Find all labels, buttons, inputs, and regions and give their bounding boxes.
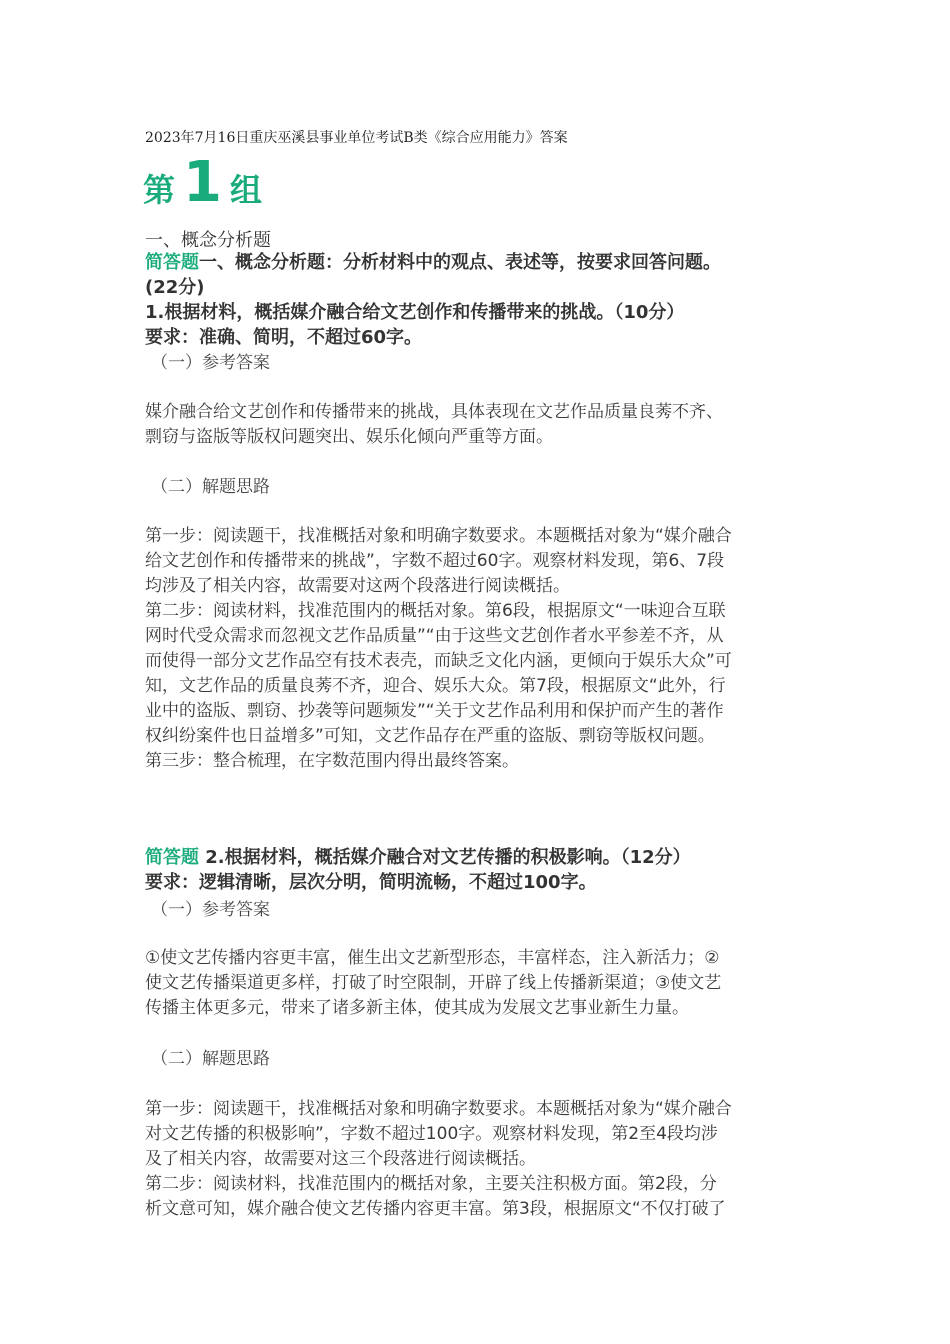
question-1-title: 1.根据材料，概括媒介融合给文艺创作和传播带来的挑战。（10分） bbox=[145, 302, 685, 323]
document-title: 2023年7月16日重庆巫溪县事业单位考试B类《综合应用能力》答案 bbox=[145, 130, 568, 146]
question-2-answer-label: （一）参考答案 bbox=[151, 900, 270, 920]
group-heading-number: 1 bbox=[183, 150, 222, 215]
thinking-line: 网时代受众需求而忽视文艺作品质量”“由于这些文艺创作者水平参差不齐，从 bbox=[145, 626, 724, 646]
question-2-requirement: 要求：逻辑清晰，层次分明，简明流畅，不超过100字。 bbox=[145, 872, 597, 893]
group-heading-suffix: 组 bbox=[229, 171, 262, 209]
thinking-line: 析文意可知，媒介融合使文艺传播内容更丰富。第3段，根据原文“不仅打破了 bbox=[145, 1199, 726, 1219]
question-intro bbox=[145, 250, 815, 275]
question-2-block bbox=[145, 845, 815, 895]
answer-line: 使文艺传播渠道更多样，打破了时空限制，开辟了线上传播新渠道；③使文艺 bbox=[145, 973, 722, 993]
question-2-title: 2.根据材料，概括媒介融合对文艺传播的积极影响。（12分） bbox=[199, 847, 691, 868]
answer-line: 传播主体更多元，带来了诸多新主体，使其成为发展文艺事业新生力量。 bbox=[145, 998, 689, 1018]
thinking-line: 第一步：阅读题干，找准概括对象和明确字数要求。本题概括对象为“媒介融合 bbox=[145, 526, 732, 546]
thinking-line: 而使得一部分文艺作品空有技术表壳，而缺乏文化内涵，更倾向于娱乐大众”可 bbox=[145, 651, 732, 671]
question-1-block bbox=[145, 250, 815, 350]
thinking-line: 对文艺传播的积极影响”，字数不超过100字。观察材料发现，第2至4段均涉 bbox=[145, 1124, 718, 1144]
thinking-line: 权纠纷案件也日益增多”可知，文艺作品存在严重的盗版、剽窃等版权问题。 bbox=[145, 726, 715, 746]
answer-line: 媒介融合给文艺创作和传播带来的挑战，具体表现在文艺作品质量良莠不齐、 bbox=[145, 402, 723, 422]
question-type-tag: 简答题 bbox=[145, 252, 199, 273]
question-2-title-line bbox=[145, 845, 815, 870]
answer-line: 剽窃与盗版等版权问题突出、娱乐化倾向严重等方面。 bbox=[145, 427, 553, 447]
thinking-line: 知，文艺作品的质量良莠不齐，迎合、娱乐大众。第7段，根据原文“此外，行 bbox=[145, 676, 726, 696]
answer-line: ①使文艺传播内容更丰富，催生出文艺新型形态，丰富样态，注入新活力；② bbox=[145, 948, 720, 968]
question-1-answer-label: （一）参考答案 bbox=[151, 353, 270, 373]
group-heading bbox=[143, 150, 262, 215]
question-1-answer bbox=[145, 400, 815, 450]
question-2-thinking-label: （二）解题思路 bbox=[151, 1049, 270, 1069]
group-heading-prefix: 第 bbox=[143, 171, 176, 209]
thinking-line: 均涉及了相关内容，故需要对这两个段落进行阅读概括。 bbox=[145, 576, 570, 596]
question-intro-text: 一、概念分析题：分析材料中的观点、表述等，按要求回答问题。 bbox=[199, 252, 721, 273]
question-type-tag: 简答题 bbox=[145, 847, 199, 868]
question-1-requirement: 要求：准确、简明，不超过60字。 bbox=[145, 327, 423, 348]
thinking-line: 业中的盗版、剽窃、抄袭等问题频发”“关于文艺作品利用和保护而产生的著作 bbox=[145, 701, 724, 721]
question-1-thinking bbox=[145, 524, 815, 774]
question-1-thinking-label: （二）解题思路 bbox=[151, 477, 270, 497]
thinking-line: 第二步：阅读材料，找准范围内的概括对象，主要关注积极方面。第2段，分 bbox=[145, 1174, 717, 1194]
question-2-thinking bbox=[145, 1097, 815, 1222]
question-intro-score: (22分) bbox=[145, 277, 205, 298]
question-2-answer bbox=[145, 946, 815, 1021]
thinking-line: 第三步：整合梳理，在字数范围内得出最终答案。 bbox=[145, 751, 519, 771]
thinking-line: 及了相关内容，故需要对这三个段落进行阅读概括。 bbox=[145, 1149, 536, 1169]
thinking-line: 第二步：阅读材料，找准范围内的概括对象。第6段，根据原文“一味迎合互联 bbox=[145, 601, 726, 621]
thinking-line: 给文艺创作和传播带来的挑战”，字数不超过60字。观察材料发现，第6、7段 bbox=[145, 551, 725, 571]
thinking-line: 第一步：阅读题干，找准概括对象和明确字数要求。本题概括对象为“媒介融合 bbox=[145, 1099, 732, 1119]
section-label: 一、概念分析题 bbox=[145, 230, 271, 251]
